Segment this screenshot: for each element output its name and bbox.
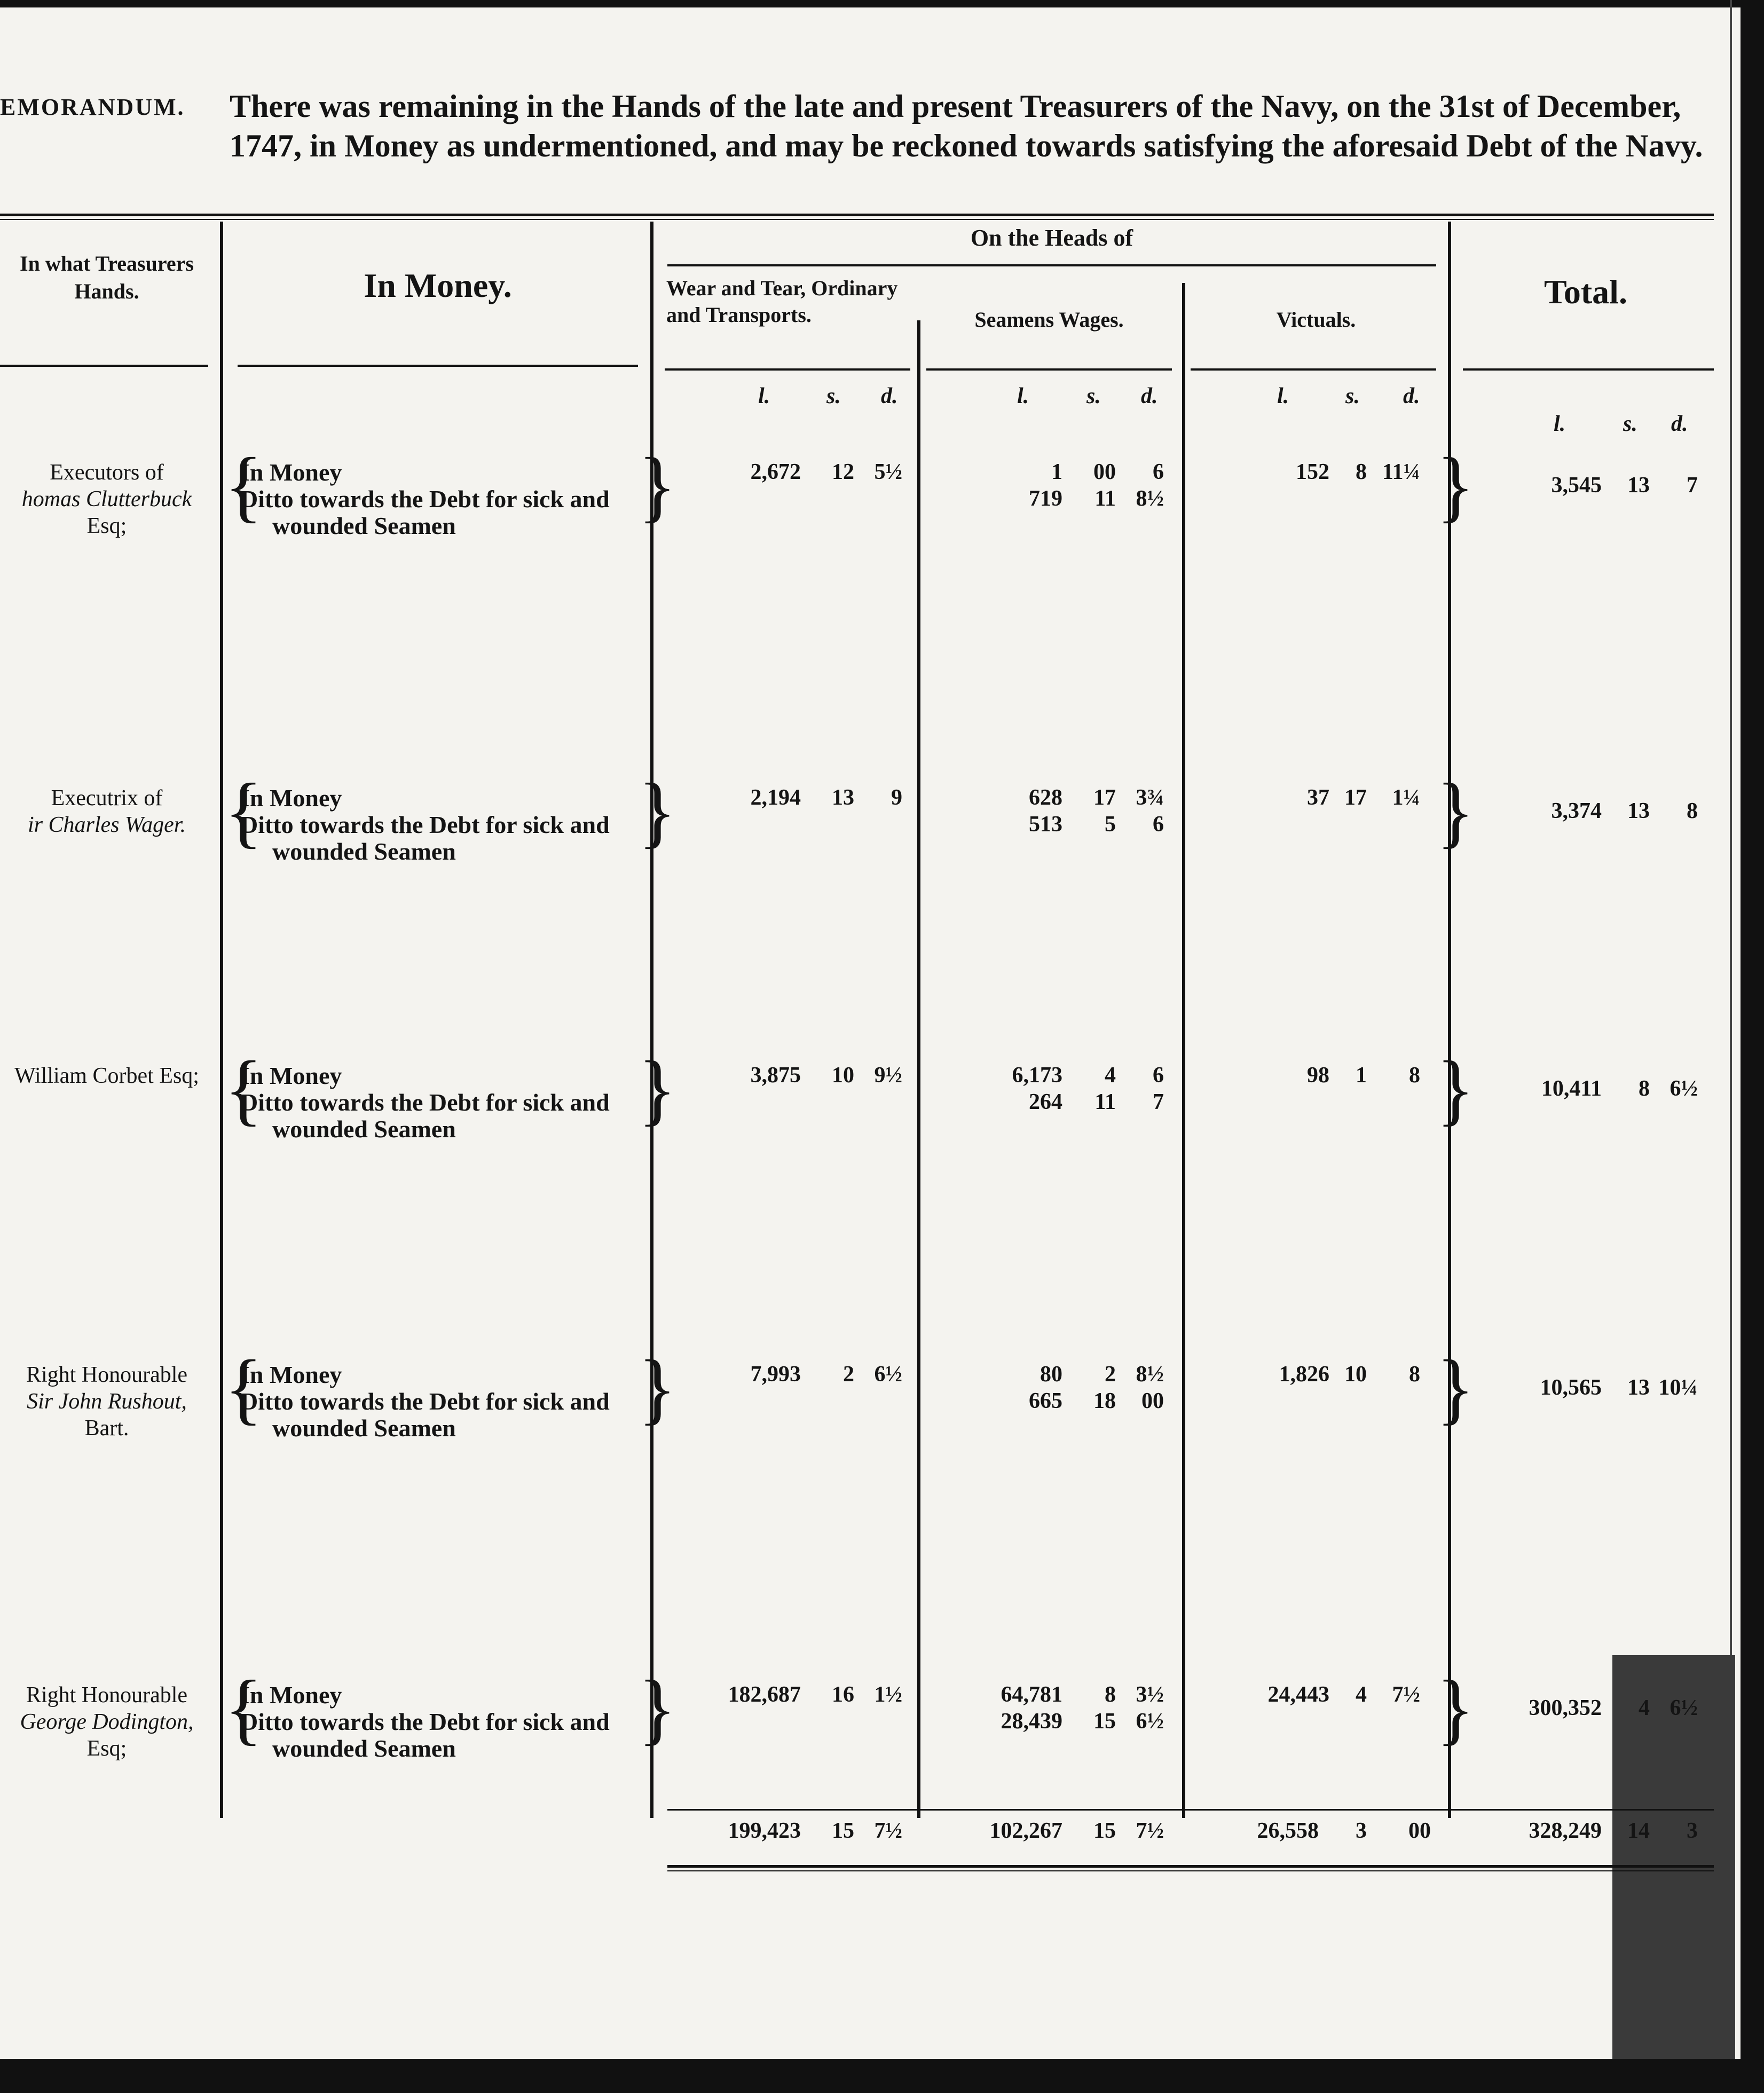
cell-shillings: 18 <box>1093 1389 1116 1413</box>
header-rule <box>665 368 910 371</box>
treasurer-name <box>0 1682 214 1762</box>
total-pence: 10¼ <box>1658 1375 1698 1400</box>
total-shillings: 13 <box>1627 799 1650 823</box>
cell-pounds: 24,443 <box>1267 1682 1329 1707</box>
unit-s: s. <box>1086 384 1101 408</box>
row-description-line: In Money <box>240 1681 342 1709</box>
total-victuals-l: 26,558 <box>1257 1819 1319 1843</box>
total-wear-d: 7½ <box>874 1819 902 1843</box>
right-brace-icon: } <box>1436 1344 1475 1433</box>
cell-shillings: 12 <box>832 460 854 484</box>
total-shillings: 4 <box>1639 1696 1650 1720</box>
cell-shillings: 00 <box>1093 460 1116 484</box>
money-column-header: In Money. <box>364 266 512 304</box>
row-description <box>240 1682 646 1762</box>
total-victuals-d: 00 <box>1408 1819 1431 1843</box>
unit-d: d. <box>1141 384 1158 408</box>
unit-s: s. <box>1623 412 1637 436</box>
cell-pounds: 6,173 <box>1012 1063 1062 1088</box>
treasurer-name-line: Right Honourable <box>26 1683 188 1708</box>
cell-pounds: 2,194 <box>750 785 801 810</box>
row-description-line: Ditto towards the Debt for sick and <box>240 1388 610 1415</box>
total-wear-s: 15 <box>832 1819 854 1843</box>
cell-pounds: 719 <box>1029 486 1062 511</box>
row-description <box>240 1063 646 1143</box>
cell-pence: 7 <box>1153 1090 1164 1114</box>
cell-pounds: 80 <box>1040 1362 1062 1387</box>
unit-d: d. <box>1671 412 1688 436</box>
row-description-line: In Money <box>240 1361 342 1388</box>
cell-pence: 8½ <box>1136 1362 1164 1387</box>
scan-shadow <box>1612 1655 1735 2093</box>
row-description-line: In Money <box>240 459 342 486</box>
cell-pence: 6 <box>1153 460 1164 484</box>
total-pounds: 10,411 <box>1541 1076 1602 1101</box>
seamens-wages-header: Seamens Wages. <box>974 308 1124 332</box>
left-brace-icon: { <box>224 1344 263 1433</box>
left-brace-icon: { <box>224 1664 263 1753</box>
treasurer-name-line: Esq; <box>86 514 127 538</box>
cell-shillings: 10 <box>832 1063 854 1088</box>
unit-s: s. <box>1345 384 1360 408</box>
row-description <box>240 1362 646 1442</box>
treasurer-name-line: Right Honourable <box>26 1363 188 1387</box>
header-rule <box>238 365 638 367</box>
row-description-line: wounded Seamen <box>272 1735 456 1762</box>
right-brace-icon: } <box>638 1045 676 1134</box>
treasurer-name-line: Bart. <box>84 1416 129 1441</box>
treasurer-name-line: Executrix of <box>51 786 163 811</box>
treasurer-name-line: George Dodington, <box>20 1710 194 1734</box>
cell-pence: 5½ <box>874 460 902 484</box>
cell-shillings: 16 <box>832 1682 854 1707</box>
cell-pence: 1½ <box>874 1682 902 1707</box>
row-description-line: wounded Seamen <box>272 1115 456 1143</box>
cell-shillings: 17 <box>1093 785 1116 810</box>
cell-pence: 8 <box>1409 1362 1420 1387</box>
unit-l: l. <box>1554 412 1566 436</box>
cell-pence: 6 <box>1153 1063 1164 1088</box>
cell-pounds: 152 <box>1296 460 1329 484</box>
cell-pence: 3¾ <box>1136 785 1164 810</box>
header-rule-top-thin <box>0 219 1714 220</box>
cell-shillings: 13 <box>832 785 854 810</box>
cell-pence: 6½ <box>874 1362 902 1387</box>
cell-pence: 9½ <box>874 1063 902 1088</box>
cell-pence: 8 <box>1409 1063 1420 1088</box>
treasurer-name-line: William Corbet Esq; <box>14 1064 199 1088</box>
cell-pence: 7½ <box>1392 1682 1420 1707</box>
cell-shillings: 8 <box>1356 460 1367 484</box>
cell-pence: 3½ <box>1136 1682 1164 1707</box>
cell-shillings: 8 <box>1105 1682 1116 1707</box>
cell-pence: 11¼ <box>1382 460 1420 484</box>
treasurer-name <box>0 459 214 539</box>
right-brace-icon: } <box>1436 767 1475 856</box>
on-heads-header: On the Heads of <box>970 225 1133 251</box>
treasurer-name <box>0 785 214 838</box>
treasurer-name-line: ir Charles Wager. <box>28 813 186 837</box>
cell-shillings: 1 <box>1356 1063 1367 1088</box>
total-pence: 6½ <box>1670 1076 1698 1101</box>
total-pence: 7 <box>1687 473 1698 498</box>
totals-rule-bottom <box>667 1865 1714 1868</box>
treasurer-name-line: Executors of <box>50 460 164 485</box>
header-rule <box>926 368 1172 371</box>
memorandum-text: There was remaining in the Hands of the late and present Treasurers of the Navy, on the 31st of December, 1747, in Money as undermentioned, and may be reckoned towards satisfying the aforesaid Debt of the Navy. <box>230 89 1703 163</box>
victuals-header: Victuals. <box>1276 308 1356 332</box>
row-description-line: wounded Seamen <box>272 838 456 865</box>
treasurer-name <box>0 1063 214 1089</box>
right-brace-icon: } <box>1436 442 1475 530</box>
total-pence: 8 <box>1687 799 1698 823</box>
on-heads-rule <box>667 264 1436 266</box>
unit-s: s. <box>826 384 841 408</box>
left-brace-icon: { <box>224 767 263 856</box>
cell-pounds: 37 <box>1307 785 1329 810</box>
cell-shillings: 4 <box>1356 1682 1367 1707</box>
cell-pounds: 1 <box>1051 460 1062 484</box>
cell-pence: 00 <box>1141 1389 1164 1413</box>
scan-edge-right <box>1741 0 1764 2093</box>
header-rule-top <box>0 214 1714 216</box>
grand-total-l: 328,249 <box>1529 1819 1602 1843</box>
totals-rule-top <box>667 1809 1714 1811</box>
cell-pence: 9 <box>891 785 902 810</box>
cell-shillings: 5 <box>1105 812 1116 837</box>
unit-d: d. <box>1403 384 1420 408</box>
wear-tear-header: Wear and Tear, Ordinary and Transports. <box>666 276 898 327</box>
right-brace-icon: } <box>1436 1664 1475 1753</box>
cell-shillings: 11 <box>1094 486 1116 511</box>
total-victuals-s: 3 <box>1356 1819 1367 1843</box>
cell-pounds: 98 <box>1307 1063 1329 1088</box>
cell-pence: 6 <box>1153 812 1164 837</box>
cell-pounds: 2,672 <box>750 460 801 484</box>
row-description-line: Ditto towards the Debt for sick and <box>240 485 610 513</box>
grand-total-s: 14 <box>1627 1819 1650 1843</box>
unit-l: l. <box>1277 384 1289 408</box>
column-divider <box>220 222 223 1818</box>
scan-edge-top <box>0 0 1764 7</box>
right-brace-icon: } <box>638 442 676 530</box>
cell-pence: 8½ <box>1136 486 1164 511</box>
total-wages-l: 102,267 <box>989 1819 1062 1843</box>
column-divider <box>1182 283 1185 1818</box>
row-description <box>240 459 646 539</box>
row-description-line: wounded Seamen <box>272 512 456 539</box>
row-description-line: wounded Seamen <box>272 1414 456 1442</box>
treasurer-name <box>0 1362 214 1442</box>
total-column-header: Total. <box>1544 273 1627 311</box>
total-wages-s: 15 <box>1093 1819 1116 1843</box>
unit-l: l. <box>758 384 770 408</box>
cell-pence: 6½ <box>1136 1709 1164 1734</box>
cell-pounds: 182,687 <box>728 1682 801 1707</box>
cell-shillings: 17 <box>1344 785 1367 810</box>
total-wear-l: 199,423 <box>728 1819 801 1843</box>
cell-pounds: 513 <box>1029 812 1062 837</box>
cell-shillings: 2 <box>843 1362 854 1387</box>
unit-l: l. <box>1017 384 1029 408</box>
cell-pence: 1¼ <box>1392 785 1420 810</box>
column-divider <box>917 320 920 1818</box>
row-description <box>240 785 646 865</box>
totals-rule-bottom <box>667 1870 1714 1871</box>
row-description-line: In Money <box>240 784 342 812</box>
right-brace-icon: } <box>638 1664 676 1753</box>
total-pence: 6½ <box>1670 1696 1698 1720</box>
cell-shillings: 4 <box>1105 1063 1116 1088</box>
row-description-line: In Money <box>240 1062 342 1089</box>
right-brace-icon: } <box>638 1344 676 1433</box>
cell-shillings: 15 <box>1093 1709 1116 1734</box>
cell-pounds: 7,993 <box>750 1362 801 1387</box>
total-pounds: 3,545 <box>1551 473 1602 498</box>
header-rule <box>1191 368 1436 371</box>
total-pounds: 300,352 <box>1529 1696 1602 1720</box>
cell-pounds: 665 <box>1029 1389 1062 1413</box>
cell-shillings: 11 <box>1094 1090 1116 1114</box>
treasurer-column-header: In what Treasurers Hands. <box>20 251 194 303</box>
row-description-line: Ditto towards the Debt for sick and <box>240 1708 610 1735</box>
total-shillings: 13 <box>1627 1375 1650 1400</box>
cell-shillings: 10 <box>1344 1362 1367 1387</box>
total-wages-d: 7½ <box>1136 1819 1164 1843</box>
total-shillings: 13 <box>1627 473 1650 498</box>
treasurer-name-line: Sir John Rushout, <box>27 1389 187 1414</box>
right-brace-icon: } <box>638 767 676 856</box>
row-description-line: Ditto towards the Debt for sick and <box>240 1089 610 1116</box>
left-brace-icon: { <box>224 1045 263 1134</box>
unit-d: d. <box>881 384 898 408</box>
total-shillings: 8 <box>1639 1076 1650 1101</box>
total-pounds: 3,374 <box>1551 799 1602 823</box>
header-rule <box>0 365 208 367</box>
left-brace-icon: { <box>224 442 263 530</box>
cell-pounds: 264 <box>1029 1090 1062 1114</box>
cell-pounds: 1,826 <box>1279 1362 1329 1387</box>
cell-pounds: 3,875 <box>750 1063 801 1088</box>
grand-total-d: 3 <box>1687 1819 1698 1843</box>
scan-edge-bottom <box>0 2059 1764 2093</box>
cell-pounds: 628 <box>1029 785 1062 810</box>
memorandum-label: EMORANDUM. <box>0 94 185 120</box>
cell-shillings: 2 <box>1105 1362 1116 1387</box>
treasurer-name-line: homas Clutterbuck <box>21 487 192 512</box>
treasurer-name-line: Esq; <box>86 1736 127 1761</box>
cell-pounds: 28,439 <box>1001 1709 1062 1734</box>
right-brace-icon: } <box>1436 1045 1475 1134</box>
row-description-line: Ditto towards the Debt for sick and <box>240 811 610 838</box>
total-pounds: 10,565 <box>1540 1375 1602 1400</box>
cell-pounds: 64,781 <box>1001 1682 1062 1707</box>
header-rule <box>1463 368 1714 371</box>
